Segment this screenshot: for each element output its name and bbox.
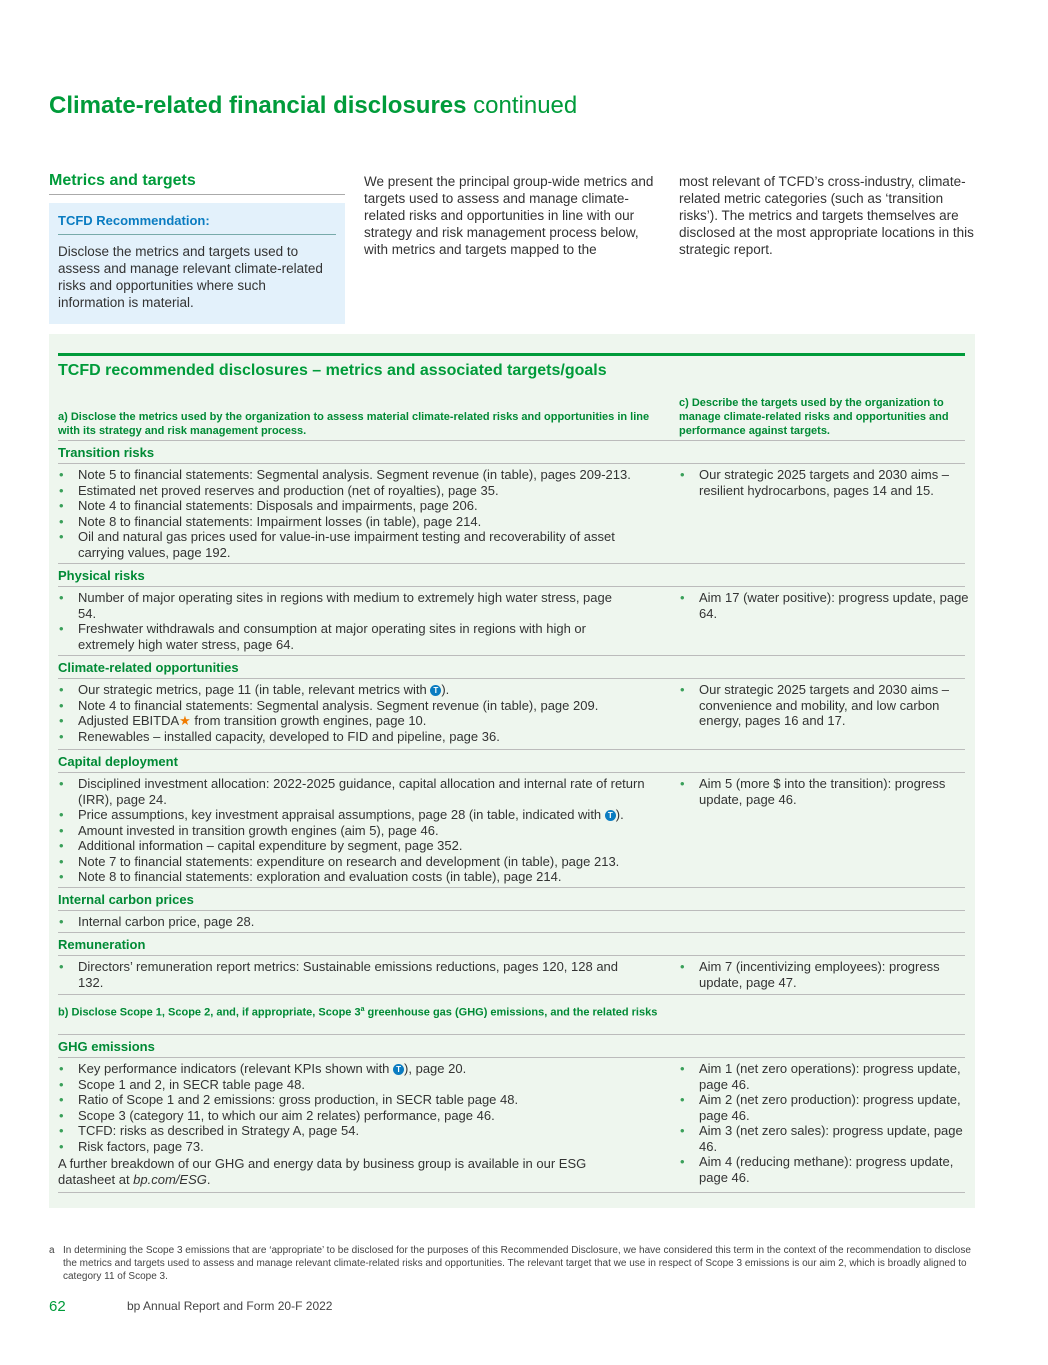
divider xyxy=(58,887,965,888)
column-a-header: a) Disclose the metrics used by the organization to assess material climate-related risks and opportunities in line with its strategy and risk management process. xyxy=(58,411,650,437)
list-item: • Key performance indicators (relevant KPIs shown with T ), page 20. xyxy=(58,1061,664,1077)
list-item: • Renewables – installed capacity, developed to FID and pipeline, page 36. xyxy=(58,729,664,745)
footnote xyxy=(49,1244,975,1283)
list-item: • Aim 5 (more $ into the transition): progress update, page 46. xyxy=(679,776,969,807)
esg-link[interactable]: bp.com/ESG xyxy=(133,1171,207,1187)
ghg-datasheet-note: A further breakdown of our GHG and energy data by business group is available in our ESG datasheet at bp.com/ESG. xyxy=(58,1156,587,1187)
recommendation-label: TCFD Recommendation: xyxy=(58,213,336,235)
star-icon: ★ xyxy=(179,713,191,728)
list-item: • Our strategic 2025 targets and 2030 aims – convenience and mobility, and low carbon energy, pages 16 and 17. xyxy=(679,682,969,729)
divider xyxy=(58,955,965,956)
capital-metrics-list xyxy=(58,776,664,885)
list-item: • Risk factors, page 73. xyxy=(58,1139,664,1155)
opportunities-targets-list xyxy=(679,682,969,729)
list-item: • Internal carbon price, page 28. xyxy=(58,914,664,930)
transition-targets-list xyxy=(679,467,969,498)
title-suffix: continued xyxy=(473,92,578,119)
divider xyxy=(58,655,965,656)
list-item: • Aim 17 (water positive): progress update, page 64. xyxy=(679,590,969,621)
list-item: • Price assumptions, key investment appraisal assumptions, page 28 (in table, indicated with T ). xyxy=(58,807,664,823)
list-item: • Ratio of Scope 1 and 2 emissions: gross production, in SECR table page 48. xyxy=(58,1092,664,1108)
list-item: • Adjusted EBITDA★ from transition growth engines, page 10. xyxy=(58,713,664,729)
list-item: • Aim 3 (net zero sales): progress update, page 46. xyxy=(679,1123,969,1154)
physical-metrics-list xyxy=(58,590,628,652)
list-item: • Amount invested in transition growth engines (aim 5), page 46. xyxy=(58,823,664,839)
list-item: • Note 5 to financial statements: Segmental analysis. Segment revenue (in table), pages 209-213. xyxy=(58,467,664,483)
t-badge-icon: T xyxy=(605,810,616,821)
t-badge-icon: T xyxy=(393,1064,404,1075)
list-item: • Our strategic metrics, page 11 (in table, relevant metrics with T ). xyxy=(58,682,664,698)
list-item: • Oil and natural gas prices used for value-in-use impairment testing and recoverability of asset carrying values, page 192. xyxy=(58,529,664,560)
list-item: • Aim 4 (reducing methane): progress update, page 46. xyxy=(679,1154,969,1185)
ghg-metrics-list xyxy=(58,1061,664,1154)
list-item: • Estimated net proved reserves and production (net of royalties), page 35. xyxy=(58,483,664,499)
divider xyxy=(58,910,965,911)
divider xyxy=(58,1034,965,1035)
list-item: • Aim 7 (incentivizing employees): progress update, page 47. xyxy=(679,959,969,990)
divider xyxy=(58,1192,965,1193)
remuneration-metrics-list xyxy=(58,959,628,990)
list-item: • TCFD: risks as described in Strategy A, page 54. xyxy=(58,1123,664,1139)
list-item: • Freshwater withdrawals and consumption at major operating sites in regions with high or extremely high water stress, page 64. xyxy=(58,621,628,652)
divider xyxy=(58,749,965,750)
divider xyxy=(58,440,965,441)
capital-targets-list xyxy=(679,776,969,807)
list-item: • Aim 2 (net zero production): progress update, page 46. xyxy=(679,1092,969,1123)
divider xyxy=(58,932,965,933)
list-item: • Scope 3 (category 11, to which our aim 2 relates) performance, page 46. xyxy=(58,1108,664,1124)
column-b-header: b) Disclose Scope 1, Scope 2, and, if appropriate, Scope 3$^a$ greenhouse gas (GHG) emissions, and the related risks xyxy=(58,1006,658,1019)
recommendation-text: Disclose the metrics and targets used to assess and manage relevant climate-related risks and opportunities where such information is material. xyxy=(58,244,323,310)
metrics-targets-heading: Metrics and targets xyxy=(49,172,345,195)
document-label: bp Annual Report and Form 20-F 2022 xyxy=(127,1299,333,1313)
list-item: • Note 4 to financial statements: Segmental analysis. Segment revenue (in table), page 209. xyxy=(58,698,664,714)
list-item: • Note 4 to financial statements: Disposals and impairments, page 206. xyxy=(58,498,664,514)
divider xyxy=(58,1057,965,1058)
footnote-text: In determining the Scope 3 emissions that are ‘appropriate’ to be disclosed for the purposes of this Recommended Disclosure, we have considered this term in the context of the recommendation to disclose the metrics and targets used to assess and manage relevant climate-related risks and opportunities. The relevant target that we use in respect of Scope 3 emissions is our aim 2, which is broadly aligned to category 11 of Scope 3. xyxy=(63,1245,971,1282)
column-c-header: c) Describe the targets used by the organization to manage climate-related risks and opportunities and performance against targets. xyxy=(679,397,949,437)
list-item: • Note 8 to financial statements: exploration and evaluation costs (in table), page 214. xyxy=(58,869,664,885)
panel-top-rule xyxy=(58,353,965,356)
list-item: • Scope 1 and 2, in SECR table page 48. xyxy=(58,1077,664,1093)
list-item: • Number of major operating sites in regions with medium to extremely high water stress, page 54. xyxy=(58,590,628,621)
section-remuneration: Remuneration xyxy=(58,937,146,952)
list-item: • Aim 1 (net zero operations): progress update, page 46. xyxy=(679,1061,969,1092)
t-badge-icon: T xyxy=(430,685,441,696)
section-internal-carbon-prices: Internal carbon prices xyxy=(58,892,194,907)
section-transition-risks: Transition risks xyxy=(58,445,155,460)
section-capital-deployment: Capital deployment xyxy=(58,754,178,769)
list-item: • Note 8 to financial statements: Impairment losses (in table), page 214. xyxy=(58,514,664,530)
list-item: • Additional information – capital expenditure by segment, page 352. xyxy=(58,838,664,854)
divider xyxy=(58,772,965,773)
section-physical-risks: Physical risks xyxy=(58,568,145,583)
intro-column-2: most relevant of TCFD’s cross-industry, climate-related metric categories (such as ‘transition risks’). The metrics and targets themselves are disclosed at the most appropriate locations in this strategic report. xyxy=(679,174,974,257)
list-item: • Directors’ remuneration report metrics: Sustainable emissions reductions, pages 120, 128 and 132. xyxy=(58,959,628,990)
page-title: Climate-related financial disclosures continued xyxy=(49,92,578,119)
transition-metrics-list xyxy=(58,467,664,560)
carbon-metrics-list xyxy=(58,914,664,930)
divider xyxy=(58,563,965,564)
divider xyxy=(58,678,965,679)
list-item: • Note 7 to financial statements: expenditure on research and development (in table), page 213. xyxy=(58,854,664,870)
footnote-marker: a xyxy=(49,1245,55,1256)
list-item: • Our strategic 2025 targets and 2030 aims – resilient hydrocarbons, pages 14 and 15. xyxy=(679,467,969,498)
section-climate-opportunities: Climate-related opportunities xyxy=(58,660,239,675)
divider xyxy=(58,586,965,587)
page-number: 62 xyxy=(49,1298,66,1315)
section-ghg-emissions: GHG emissions xyxy=(58,1039,155,1054)
tcfd-recommendation-box xyxy=(49,203,345,324)
table-title: TCFD recommended disclosures – metrics and associated targets/goals xyxy=(58,362,607,379)
opportunities-metrics-list xyxy=(58,682,664,744)
ghg-targets-list xyxy=(679,1061,969,1185)
intro-column-1: We present the principal group-wide metrics and targets used to assess and manage climate-related risks and opportunities in line with our strategy and risk management process below, with metrics and targets mapped to the xyxy=(364,174,654,257)
divider xyxy=(58,994,965,995)
list-item: • Disciplined investment allocation: 2022-2025 guidance, capital allocation and internal rate of return (IRR), page 24. xyxy=(58,776,664,807)
physical-targets-list xyxy=(679,590,969,621)
remuneration-targets-list xyxy=(679,959,969,990)
divider xyxy=(58,463,965,464)
